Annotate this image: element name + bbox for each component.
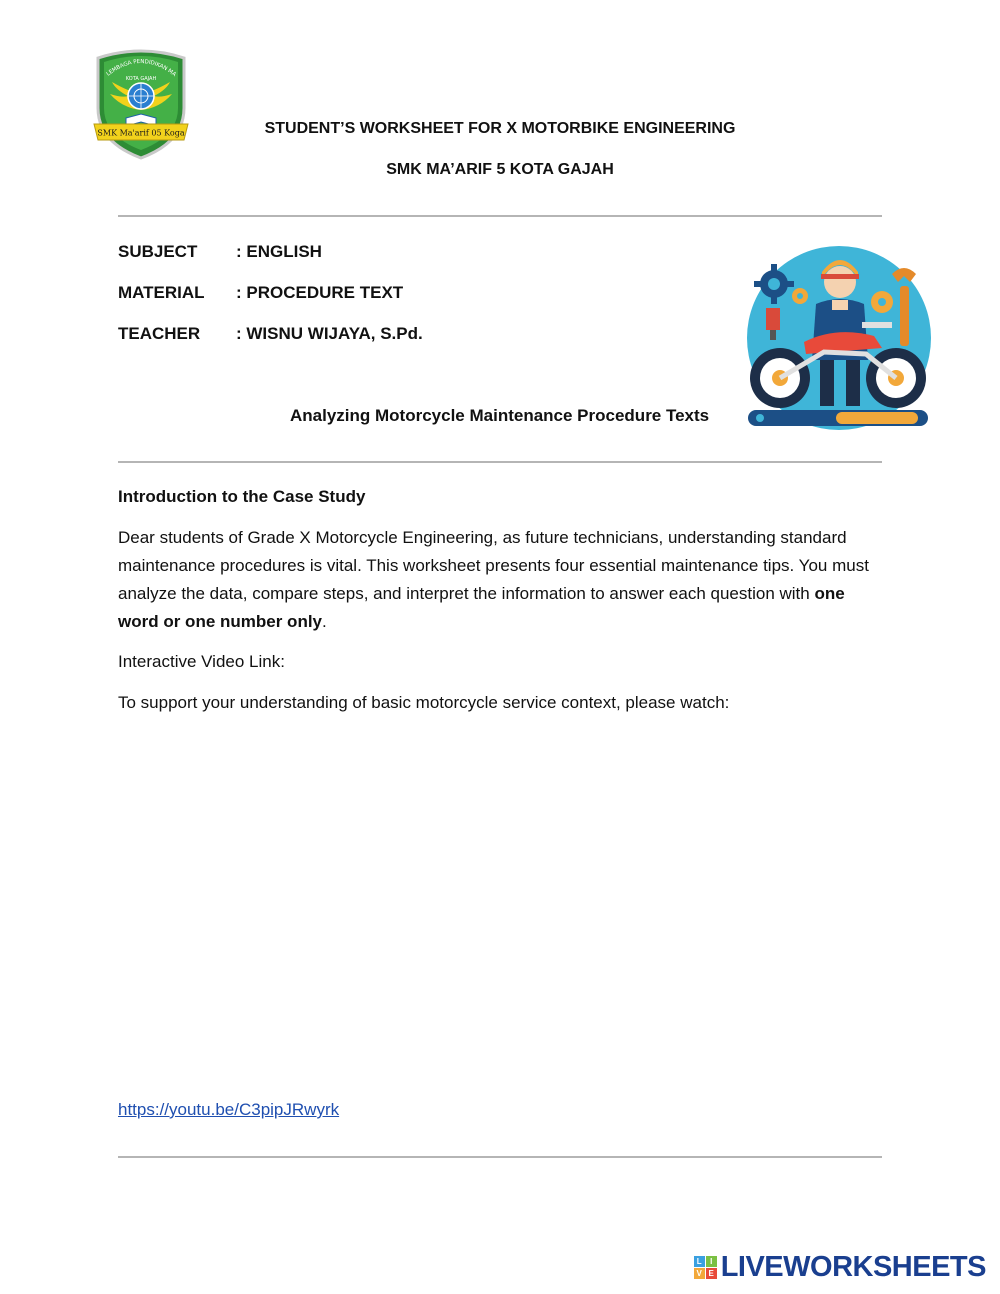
subject-label: SUBJECT [118,242,198,261]
teacher-value: : WISNU WIJAYA, S.Pd. [236,324,423,343]
footer-divider [118,1156,882,1158]
liveworksheets-icon: L I V E [694,1256,717,1279]
worksheet-header-title: STUDENT’S WORKSHEET FOR X MOTORBIKE ENGINEERING [264,120,736,137]
video-link[interactable]: https://youtu.be/C3pipJRwyrk [118,1100,340,1119]
material-label: MATERIAL [118,283,205,302]
liveworksheets-wordmark: LIVEWORKSHEETS [720,1250,986,1283]
logo-arc-text: LEMBAGA PENDIDIKAN MA [105,58,177,78]
school-logo [92,46,190,160]
support-text: To support your understanding of basic motorcycle service context, please watch: [118,693,730,712]
title-divider [118,461,882,463]
intro-heading: Introduction to the Case Study [118,487,366,506]
mechanic-motorcycle-illustration [736,238,942,442]
header-divider [118,215,882,217]
subject-value: : ENGLISH [236,242,322,261]
intro-paragraph [118,524,882,636]
logo-sub-text: KOTA GAJAH [125,76,157,82]
intro-paragraph-emphasis: one word or one number only [118,584,845,631]
material-value: : PROCEDURE TEXT [236,283,404,302]
teacher-label: TEACHER [118,324,201,343]
intro-paragraph-end: . [322,612,327,631]
school-name: SMK MA’ARIF 5 KOTA GAJAH [386,161,614,178]
intro-paragraph-text: Dear students of Grade X Motorcycle Engineering, as future technicians, understanding standard maintenance procedures is vital. This worksheet presents four essential maintenance tips. You must analyze the data, compare steps, and interpret the information to answer each question with [118,528,869,603]
video-link-label: Interactive Video Link: [118,652,285,671]
worksheet-title: Analyzing Motorcycle Maintenance Procedure Texts [290,406,710,425]
logo-ribbon-text: SMK Ma'arif 05 Koga [97,128,185,138]
liveworksheets-logo[interactable] [694,1250,986,1284]
